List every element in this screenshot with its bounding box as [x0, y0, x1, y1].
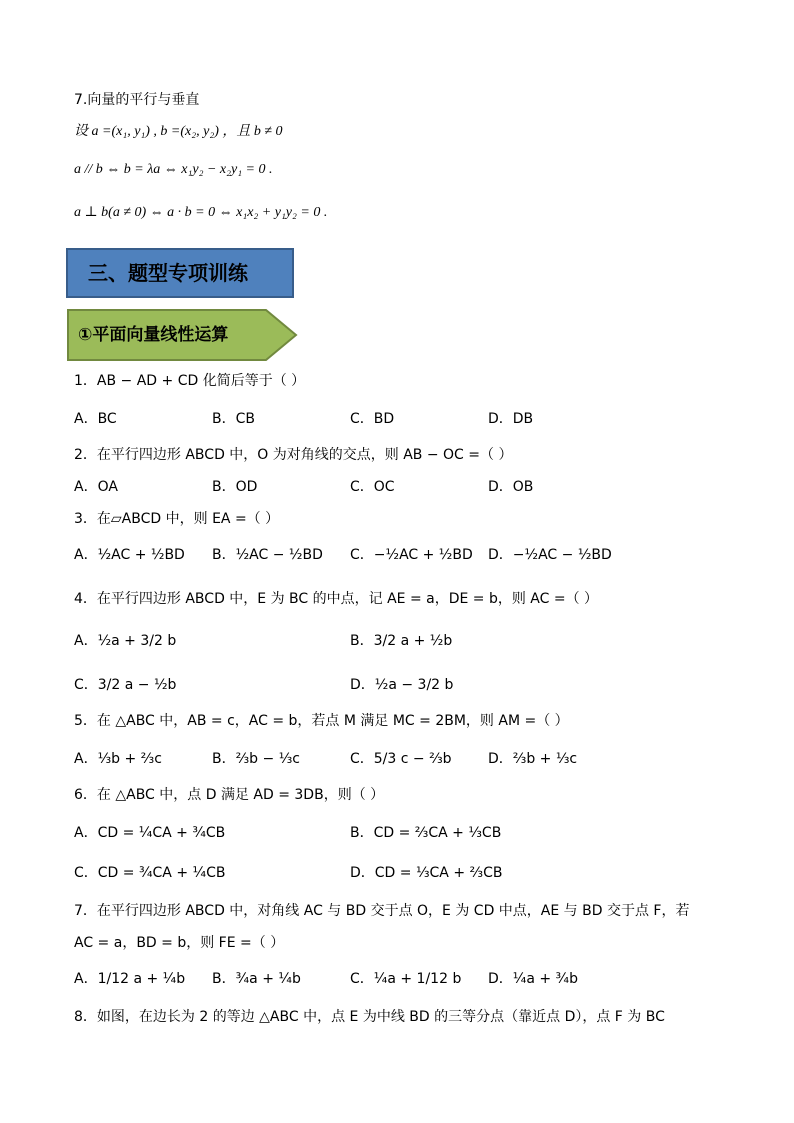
question-6-option-d: D．CD = ⅓CA + ⅔CB [350, 865, 503, 881]
question-6-stem: 6．在 △ABC 中，点 D 满足 AD = 3DB，则（ ） [74, 787, 385, 803]
question-1-option-c: C．BD [350, 411, 395, 427]
question-8-stem: 8．如图，在边长为 2 的等边 △ABC 中，点 E 为中线 BD 的三等分点（靠近点 D），点 F 为 BC [74, 1009, 665, 1025]
question-2-option-d: D．OB [488, 479, 534, 495]
intro-line-3: a ⊥ b(a ≠ 0) ⇔ a · b = 0 ⇔ x₁x₂ + y₁y₂ = 0 . [74, 205, 328, 220]
question-3-option-d: D．−½AC − ½BD [488, 547, 612, 563]
question-3-stem: 3．在▱ABCD 中，则 EA =（ ） [74, 511, 280, 527]
question-4-stem: 4．在平行四边形 ABCD 中，E 为 BC 的中点，记 AE = a，DE = b，则 AC =（ ） [74, 591, 599, 607]
question-3-option-c: C．−½AC + ½BD [350, 547, 473, 563]
intro-heading: 7.向量的平行与垂直 [74, 92, 200, 108]
intro-line-1: 设 a =(x₁, y₁) , b =(x₂, y₂) ，且 b ≠ 0 [74, 124, 283, 139]
question-5-option-a: A．⅓b + ⅔c [74, 751, 162, 767]
question-2-option-a: A．OA [74, 479, 118, 495]
question-2-stem: 2．在平行四边形 ABCD 中，O 为对角线的交点，则 AB − OC =（ ） [74, 447, 513, 463]
question-6-option-b: B．CD = ⅔CA + ⅓CB [350, 825, 502, 841]
question-5-option-d: D．⅔b + ⅓c [488, 751, 578, 767]
question-4-option-d: D．½a − 3/2 b [350, 677, 454, 693]
question-7-option-a: A．1/12 a + ¼b [74, 971, 186, 987]
question-5-option-b: B．⅔b − ⅓c [212, 751, 300, 767]
subsection-title: ①平面向量线性运算 [78, 325, 229, 345]
question-4-option-b: B．3/2 a + ½b [350, 633, 453, 649]
intro-line-2: a // b ⇔ b = λa ⇔ x₁y₂ − x₂y₁ = 0 . [74, 162, 273, 177]
question-6-option-a: A．CD = ¼CA + ¾CB [74, 825, 226, 841]
question-3-option-a: A．½AC + ½BD [74, 547, 185, 563]
question-7-stem-continued: AC = a，BD = b，则 FE =（ ） [74, 935, 285, 951]
question-1-stem: 1．AB − AD + CD 化简后等于（ ） [74, 373, 306, 389]
question-6-option-c: C．CD = ¾CA + ¼CB [74, 865, 226, 881]
question-2-option-b: B．OD [212, 479, 258, 495]
section-banner: 三、题型专项训练 [66, 248, 294, 298]
question-1-option-d: D．DB [488, 411, 534, 427]
question-4-option-a: A．½a + 3/2 b [74, 633, 177, 649]
question-7-stem: 7．在平行四边形 ABCD 中，对角线 AC 与 BD 交于点 O，E 为 CD 中点，AE 与 BD 交于点 F，若 [74, 903, 690, 919]
question-5-stem: 5．在 △ABC 中，AB = c，AC = b，若点 M 满足 MC = 2BM，则 AM =（ ） [74, 713, 569, 729]
question-5-option-c: C．5/3 c − ⅔b [350, 751, 452, 767]
question-1-option-a: A．BC [74, 411, 117, 427]
question-7-option-b: B．¾a + ¼b [212, 971, 301, 987]
question-1-option-b: B．CB [212, 411, 255, 427]
question-4-option-c: C．3/2 a − ½b [74, 677, 177, 693]
question-2-option-c: C．OC [350, 479, 395, 495]
question-7-option-d: D．¼a + ¾b [488, 971, 579, 987]
question-7-option-c: C．¼a + 1/12 b [350, 971, 462, 987]
question-3-option-b: B．½AC − ½BD [212, 547, 323, 563]
